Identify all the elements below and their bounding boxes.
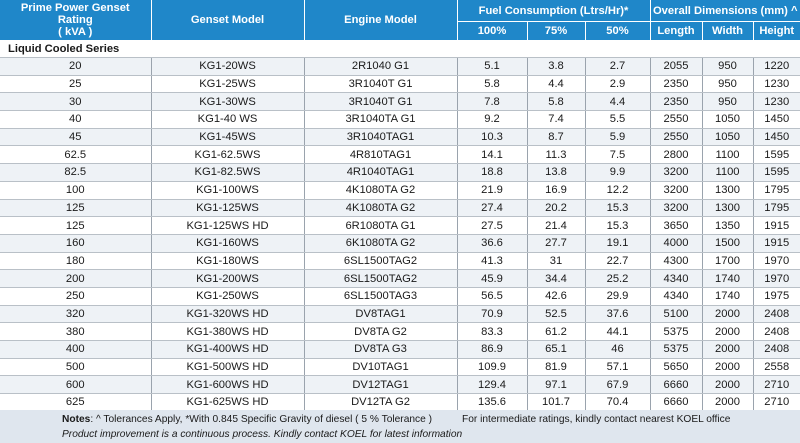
cell-genset-model: KG1-400WS HD <box>151 341 304 359</box>
cell-engine-model: DV12TA G2 <box>304 394 457 412</box>
cell-fuel-100: 10.3 <box>457 128 527 146</box>
cell-fuel-75: 20.2 <box>527 199 585 217</box>
cell-fuel-100: 41.3 <box>457 252 527 270</box>
cell-rating-kva: 320 <box>0 305 151 323</box>
cell-engine-model: 6SL1500TAG2 <box>304 252 457 270</box>
cell-rating-kva: 160 <box>0 234 151 252</box>
cell-height: 1450 <box>753 111 800 129</box>
cell-genset-model: KG1-320WS HD <box>151 305 304 323</box>
cell-genset-model: KG1-82.5WS <box>151 164 304 182</box>
notes-line-1 <box>62 412 432 427</box>
cell-genset-model: KG1-45WS <box>151 128 304 146</box>
cell-height: 2408 <box>753 323 800 341</box>
cell-engine-model: 6SL1500TAG3 <box>304 287 457 305</box>
cell-fuel-75: 31 <box>527 252 585 270</box>
table-row <box>0 394 800 412</box>
cell-fuel-75: 7.4 <box>527 111 585 129</box>
cell-fuel-100: 27.5 <box>457 217 527 235</box>
notes-label: Notes <box>62 414 91 425</box>
table-row <box>0 287 800 305</box>
cell-fuel-100: 56.5 <box>457 287 527 305</box>
cell-fuel-100: 45.9 <box>457 270 527 288</box>
cell-fuel-50: 46 <box>585 341 650 359</box>
table-row <box>0 181 800 199</box>
cell-fuel-50: 44.1 <box>585 323 650 341</box>
cell-length: 4000 <box>650 234 702 252</box>
cell-width: 2000 <box>702 376 753 394</box>
cell-fuel-100: 18.8 <box>457 164 527 182</box>
rating-header-line1: Prime Power Genset Rating <box>20 2 130 26</box>
cell-length: 3200 <box>650 181 702 199</box>
cell-length: 3200 <box>650 164 702 182</box>
section-row <box>0 41 800 58</box>
cell-fuel-100: 21.9 <box>457 181 527 199</box>
cell-rating-kva: 600 <box>0 376 151 394</box>
cell-length: 2550 <box>650 111 702 129</box>
cell-engine-model: 4R810TAG1 <box>304 146 457 164</box>
cell-fuel-50: 7.5 <box>585 146 650 164</box>
table-row <box>0 75 800 93</box>
cell-genset-model: KG1-40 WS <box>151 111 304 129</box>
cell-engine-model: DV10TAG1 <box>304 358 457 376</box>
cell-height: 2408 <box>753 341 800 359</box>
cell-engine-model: DV8TA G3 <box>304 341 457 359</box>
cell-fuel-50: 5.9 <box>585 128 650 146</box>
cell-length: 5100 <box>650 305 702 323</box>
cell-fuel-100: 9.2 <box>457 111 527 129</box>
cell-rating-kva: 380 <box>0 323 151 341</box>
cell-width: 1100 <box>702 146 753 164</box>
section-title: Liquid Cooled Series <box>0 41 800 58</box>
cell-rating-kva: 400 <box>0 341 151 359</box>
cell-fuel-75: 27.7 <box>527 234 585 252</box>
cell-length: 4300 <box>650 252 702 270</box>
cell-height: 1975 <box>753 287 800 305</box>
cell-rating-kva: 250 <box>0 287 151 305</box>
cell-fuel-75: 13.8 <box>527 164 585 182</box>
cell-fuel-75: 52.5 <box>527 305 585 323</box>
cell-fuel-100: 83.3 <box>457 323 527 341</box>
col-header-fuel-100: 100% <box>457 22 527 41</box>
table-row <box>0 93 800 111</box>
cell-width: 2000 <box>702 358 753 376</box>
cell-engine-model: 3R1040TAG1 <box>304 128 457 146</box>
cell-fuel-75: 61.2 <box>527 323 585 341</box>
notes-product-improvement: Product improvement is a continuous process. Kindly contact KOEL for latest information <box>62 429 463 440</box>
cell-rating-kva: 40 <box>0 111 151 129</box>
cell-fuel-100: 5.1 <box>457 58 527 76</box>
cell-fuel-75: 34.4 <box>527 270 585 288</box>
cell-fuel-50: 2.7 <box>585 58 650 76</box>
cell-height: 1220 <box>753 58 800 76</box>
col-group-overall-dimensions: Overall Dimensions (mm) ^ <box>650 0 800 22</box>
cell-genset-model: KG1-250WS <box>151 287 304 305</box>
cell-fuel-100: 5.8 <box>457 75 527 93</box>
col-header-engine-model: Engine Model <box>304 0 457 41</box>
cell-width: 1740 <box>702 270 753 288</box>
col-group-fuel-consumption: Fuel Consumption (Ltrs/Hr)* <box>457 0 650 22</box>
cell-engine-model: 4K1080TA G2 <box>304 199 457 217</box>
cell-length: 5650 <box>650 358 702 376</box>
cell-genset-model: KG1-62.5WS <box>151 146 304 164</box>
cell-width: 950 <box>702 93 753 111</box>
col-header-height: Height <box>753 22 800 41</box>
table-row <box>0 234 800 252</box>
cell-rating-kva: 625 <box>0 394 151 412</box>
cell-width: 1350 <box>702 217 753 235</box>
table-row <box>0 199 800 217</box>
cell-rating-kva: 45 <box>0 128 151 146</box>
cell-genset-model: KG1-125WS HD <box>151 217 304 235</box>
cell-height: 1595 <box>753 146 800 164</box>
col-header-fuel-50: 50% <box>585 22 650 41</box>
cell-genset-model: KG1-625WS HD <box>151 394 304 412</box>
cell-rating-kva: 25 <box>0 75 151 93</box>
footer-notes <box>0 410 800 443</box>
cell-genset-model: KG1-125WS <box>151 199 304 217</box>
cell-length: 3200 <box>650 199 702 217</box>
cell-fuel-50: 15.3 <box>585 217 650 235</box>
cell-length: 2350 <box>650 93 702 111</box>
cell-height: 2558 <box>753 358 800 376</box>
cell-genset-model: KG1-380WS HD <box>151 323 304 341</box>
table-row <box>0 58 800 76</box>
cell-height: 1970 <box>753 252 800 270</box>
cell-engine-model: 3R1040T G1 <box>304 93 457 111</box>
notes-tolerances: : ^ Tolerances Apply, *With 0.845 Specific Gravity of diesel ( 5 % Tolerance ) <box>90 414 433 425</box>
table-row <box>0 376 800 394</box>
cell-fuel-75: 3.8 <box>527 58 585 76</box>
table-row <box>0 358 800 376</box>
cell-engine-model: 4R1040TAG1 <box>304 164 457 182</box>
cell-width: 1700 <box>702 252 753 270</box>
cell-length: 4340 <box>650 287 702 305</box>
col-header-fuel-75: 75% <box>527 22 585 41</box>
cell-engine-model: DV12TAG1 <box>304 376 457 394</box>
cell-width: 950 <box>702 75 753 93</box>
cell-length: 6660 <box>650 394 702 412</box>
cell-fuel-100: 36.6 <box>457 234 527 252</box>
table-row <box>0 305 800 323</box>
cell-fuel-75: 8.7 <box>527 128 585 146</box>
cell-fuel-100: 27.4 <box>457 199 527 217</box>
cell-fuel-50: 25.2 <box>585 270 650 288</box>
cell-height: 1915 <box>753 217 800 235</box>
cell-fuel-75: 21.4 <box>527 217 585 235</box>
cell-height: 1230 <box>753 93 800 111</box>
cell-fuel-100: 7.8 <box>457 93 527 111</box>
table-header <box>0 0 800 41</box>
cell-width: 1500 <box>702 234 753 252</box>
cell-length: 2550 <box>650 128 702 146</box>
cell-fuel-75: 11.3 <box>527 146 585 164</box>
cell-genset-model: KG1-600WS HD <box>151 376 304 394</box>
cell-engine-model: DV8TAG1 <box>304 305 457 323</box>
cell-height: 1230 <box>753 75 800 93</box>
col-header-genset-model: Genset Model <box>151 0 304 41</box>
cell-fuel-50: 4.4 <box>585 93 650 111</box>
rating-header-line2: ( kVA ) <box>58 26 93 38</box>
cell-fuel-100: 14.1 <box>457 146 527 164</box>
cell-engine-model: 6SL1500TAG2 <box>304 270 457 288</box>
cell-engine-model: 6K1080TA G2 <box>304 234 457 252</box>
cell-fuel-75: 97.1 <box>527 376 585 394</box>
table-row <box>0 111 800 129</box>
cell-width: 2000 <box>702 323 753 341</box>
table-row <box>0 128 800 146</box>
cell-height: 1795 <box>753 181 800 199</box>
cell-length: 2800 <box>650 146 702 164</box>
cell-fuel-50: 57.1 <box>585 358 650 376</box>
col-header-width: Width <box>702 22 753 41</box>
cell-fuel-75: 81.9 <box>527 358 585 376</box>
cell-length: 2055 <box>650 58 702 76</box>
cell-width: 2000 <box>702 341 753 359</box>
cell-fuel-100: 135.6 <box>457 394 527 412</box>
cell-fuel-75: 101.7 <box>527 394 585 412</box>
table-row <box>0 252 800 270</box>
cell-rating-kva: 180 <box>0 252 151 270</box>
cell-height: 2710 <box>753 394 800 412</box>
col-header-rating <box>0 0 151 41</box>
cell-length: 2350 <box>650 75 702 93</box>
cell-rating-kva: 20 <box>0 58 151 76</box>
cell-genset-model: KG1-20WS <box>151 58 304 76</box>
cell-genset-model: KG1-100WS <box>151 181 304 199</box>
cell-width: 1050 <box>702 111 753 129</box>
cell-width: 2000 <box>702 394 753 412</box>
cell-width: 1300 <box>702 199 753 217</box>
cell-height: 2710 <box>753 376 800 394</box>
cell-height: 2408 <box>753 305 800 323</box>
cell-fuel-50: 12.2 <box>585 181 650 199</box>
cell-fuel-75: 42.6 <box>527 287 585 305</box>
cell-rating-kva: 125 <box>0 217 151 235</box>
cell-engine-model: 3R1040TA G1 <box>304 111 457 129</box>
cell-fuel-100: 129.4 <box>457 376 527 394</box>
cell-genset-model: KG1-160WS <box>151 234 304 252</box>
cell-engine-model: 2R1040 G1 <box>304 58 457 76</box>
cell-length: 5375 <box>650 323 702 341</box>
cell-height: 1795 <box>753 199 800 217</box>
cell-genset-model: KG1-25WS <box>151 75 304 93</box>
cell-fuel-50: 19.1 <box>585 234 650 252</box>
cell-width: 2000 <box>702 305 753 323</box>
cell-engine-model: 6R1080TA G1 <box>304 217 457 235</box>
cell-fuel-50: 70.4 <box>585 394 650 412</box>
table-row <box>0 341 800 359</box>
cell-rating-kva: 100 <box>0 181 151 199</box>
col-header-length: Length <box>650 22 702 41</box>
cell-height: 1450 <box>753 128 800 146</box>
cell-fuel-50: 22.7 <box>585 252 650 270</box>
cell-rating-kva: 500 <box>0 358 151 376</box>
cell-fuel-75: 65.1 <box>527 341 585 359</box>
cell-fuel-50: 67.9 <box>585 376 650 394</box>
table-row <box>0 217 800 235</box>
table-row <box>0 146 800 164</box>
cell-rating-kva: 125 <box>0 199 151 217</box>
cell-genset-model: KG1-30WS <box>151 93 304 111</box>
cell-width: 1100 <box>702 164 753 182</box>
cell-width: 950 <box>702 58 753 76</box>
cell-length: 3650 <box>650 217 702 235</box>
notes-intermediate-ratings: For intermediate ratings, kindly contact nearest KOEL office <box>462 414 731 425</box>
cell-width: 1050 <box>702 128 753 146</box>
cell-height: 1915 <box>753 234 800 252</box>
cell-rating-kva: 62.5 <box>0 146 151 164</box>
cell-length: 5375 <box>650 341 702 359</box>
cell-length: 6660 <box>650 376 702 394</box>
cell-height: 1595 <box>753 164 800 182</box>
cell-genset-model: KG1-180WS <box>151 252 304 270</box>
cell-fuel-50: 29.9 <box>585 287 650 305</box>
cell-engine-model: DV8TA G2 <box>304 323 457 341</box>
cell-fuel-50: 2.9 <box>585 75 650 93</box>
cell-fuel-100: 109.9 <box>457 358 527 376</box>
cell-fuel-75: 4.4 <box>527 75 585 93</box>
cell-engine-model: 4K1080TA G2 <box>304 181 457 199</box>
cell-length: 4340 <box>650 270 702 288</box>
cell-width: 1740 <box>702 287 753 305</box>
cell-width: 1300 <box>702 181 753 199</box>
table-row <box>0 323 800 341</box>
cell-rating-kva: 30 <box>0 93 151 111</box>
table-row <box>0 270 800 288</box>
cell-fuel-100: 86.9 <box>457 341 527 359</box>
cell-engine-model: 3R1040T G1 <box>304 75 457 93</box>
cell-fuel-50: 9.9 <box>585 164 650 182</box>
cell-fuel-100: 70.9 <box>457 305 527 323</box>
cell-genset-model: KG1-200WS <box>151 270 304 288</box>
cell-height: 1970 <box>753 270 800 288</box>
cell-genset-model: KG1-500WS HD <box>151 358 304 376</box>
table-row <box>0 164 800 182</box>
cell-fuel-75: 16.9 <box>527 181 585 199</box>
cell-fuel-50: 15.3 <box>585 199 650 217</box>
cell-fuel-50: 37.6 <box>585 305 650 323</box>
cell-rating-kva: 82.5 <box>0 164 151 182</box>
table-body <box>0 41 800 412</box>
cell-fuel-50: 5.5 <box>585 111 650 129</box>
cell-rating-kva: 200 <box>0 270 151 288</box>
cell-fuel-75: 5.8 <box>527 93 585 111</box>
